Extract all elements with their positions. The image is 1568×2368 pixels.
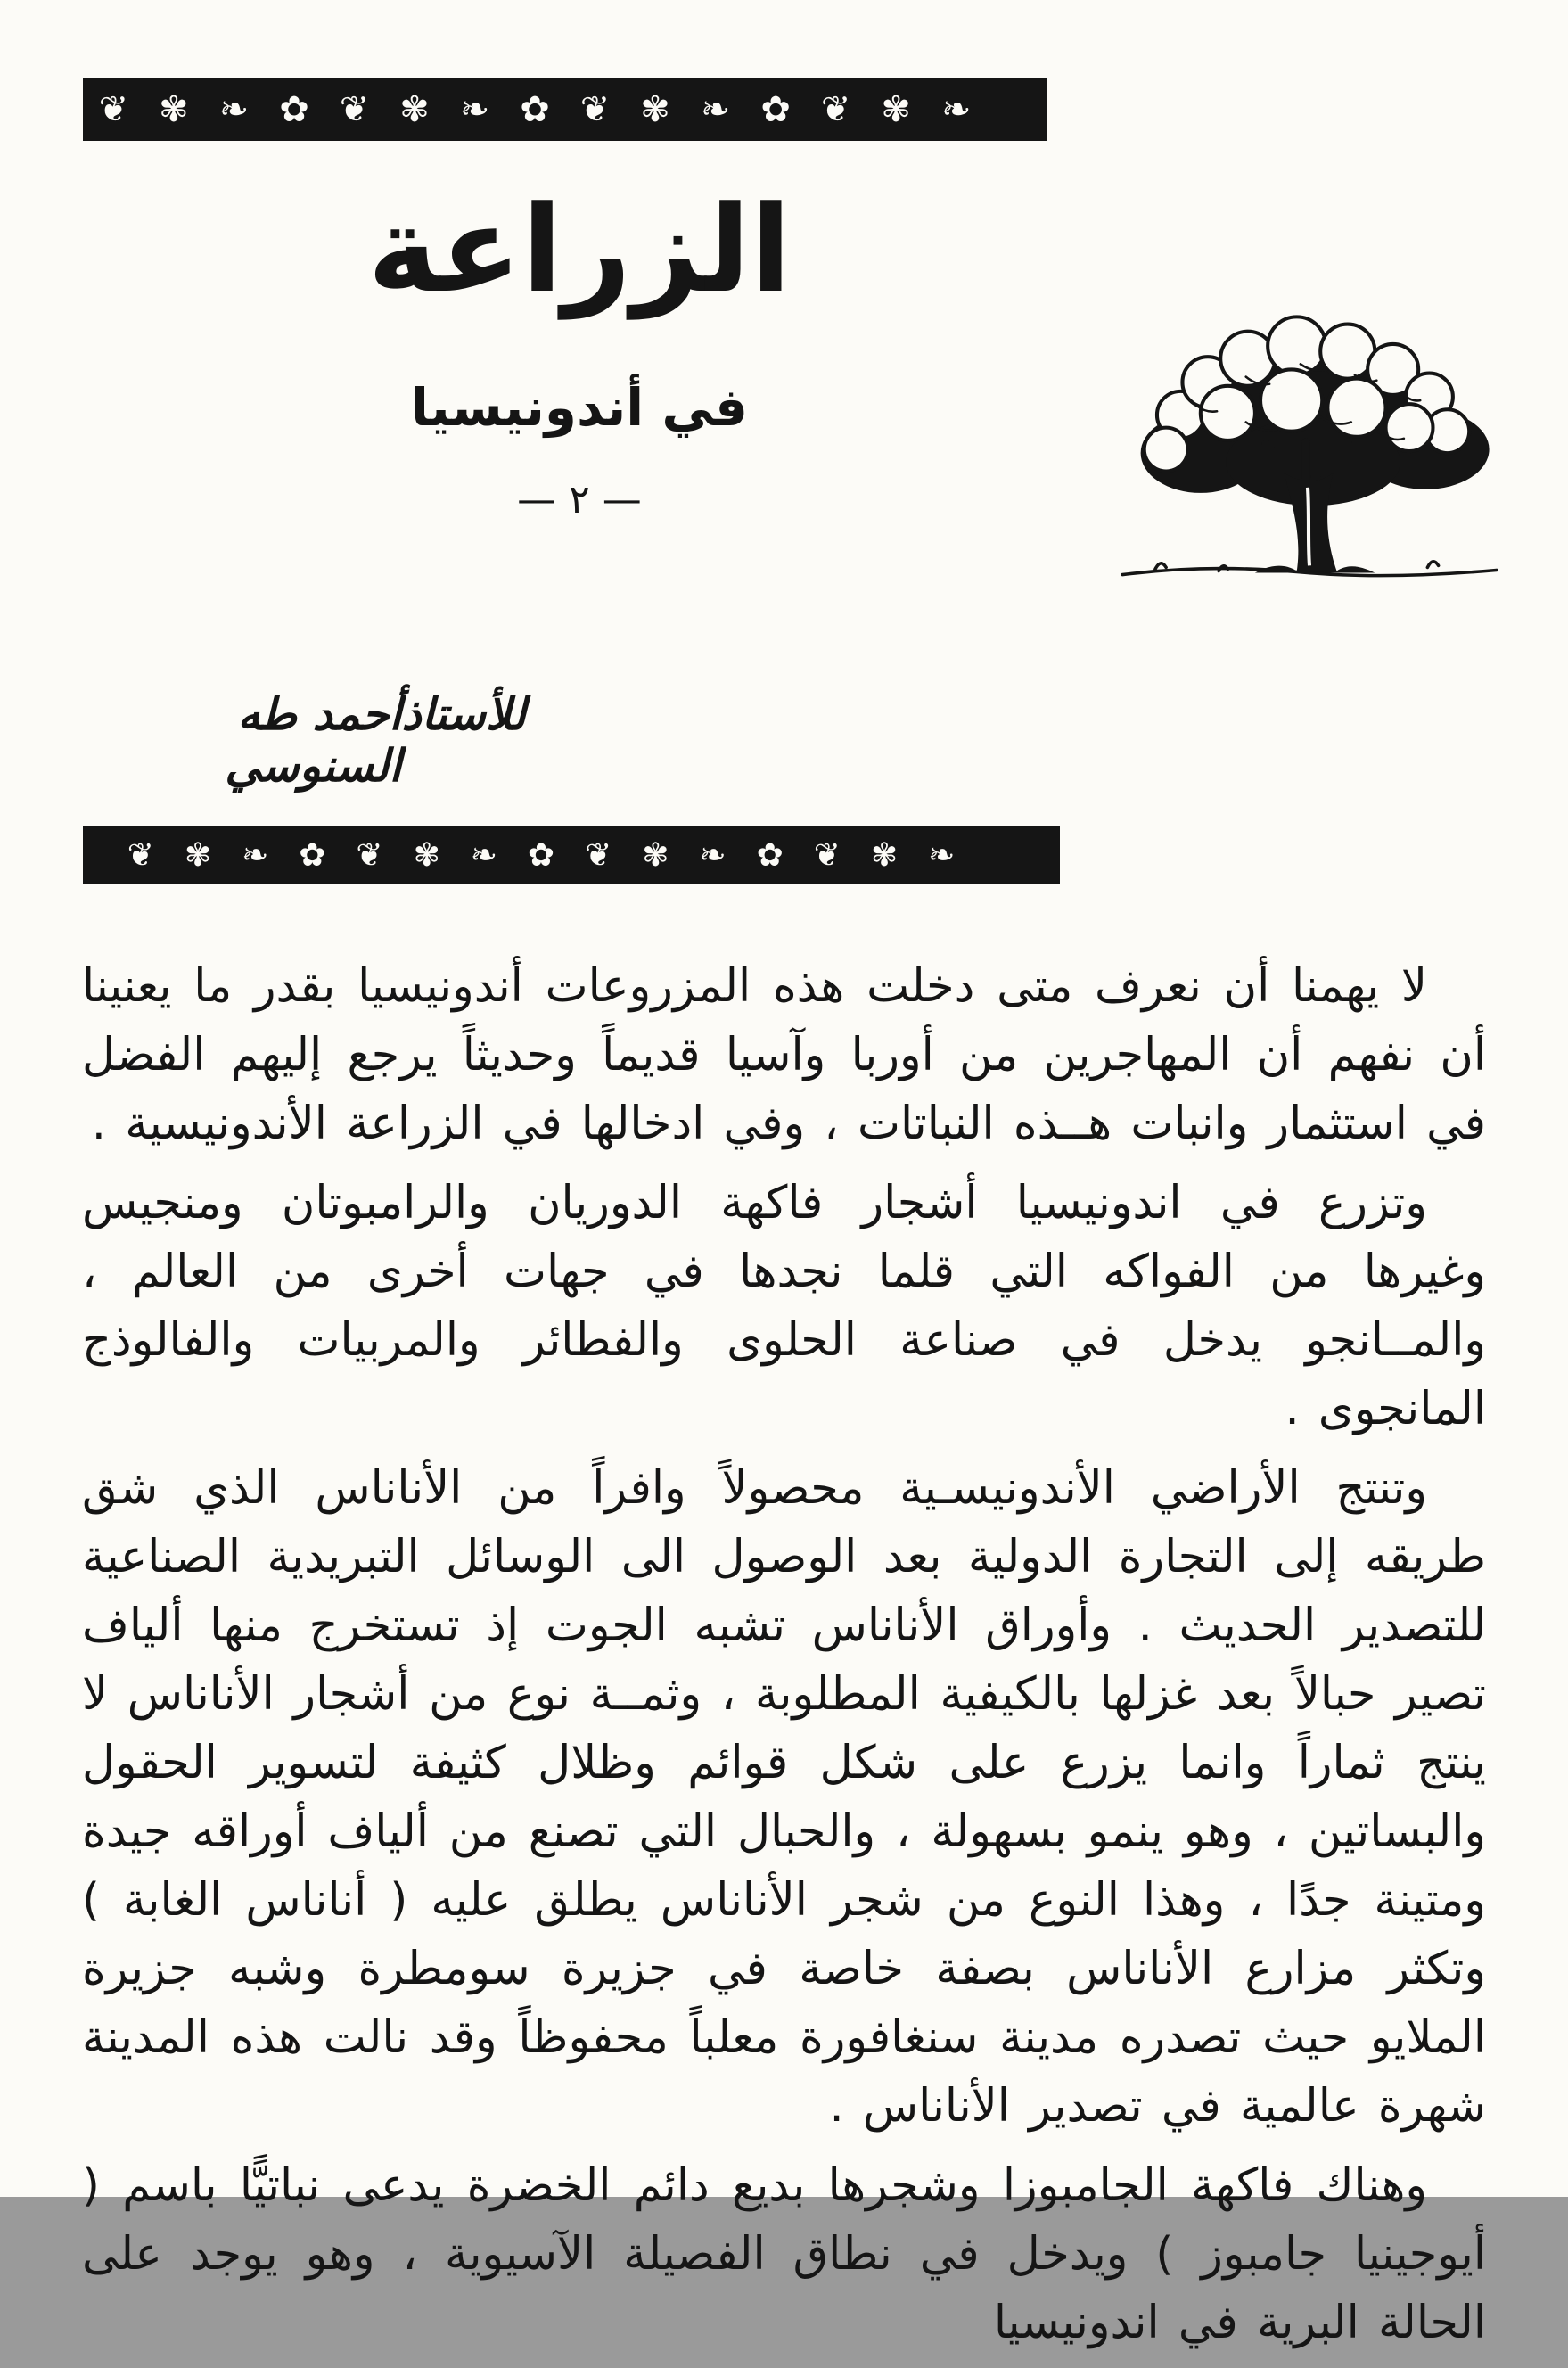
- vine-ornament-icon: ❧✾❦✿❧✾❦✿❧✾❦✿❧✾❦: [127, 836, 986, 874]
- tree-icon: [1110, 303, 1509, 590]
- ornament-band-top: [85, 80, 1046, 139]
- body-paragraph: وتزرع في اندونيسيا أشجار فاكهة الدوريان والرامبوتان ومنجيس وغيرها من الفواكه التي قلما نجدها في جهات أخرى من العالم ، والمــانجو يدخل في صناعة الحلوى والفطائر والمربيات والفالوذج المانجوى .: [82, 1177, 1486, 1435]
- body-paragraph: وهناك فاكهة الجامبوزا وشجرها بديع دائم الخضرة يدعى نباتيًّا باسم ( أيوجينيا جامبوز ) ويدخل في نطاق الفصيلة الآسيوية ، وهو يوجد على الحالة البرية في اندونيسيا: [82, 2159, 1486, 2349]
- byline: [89, 688, 526, 792]
- article-subtitle: في أندونيسيا: [411, 376, 748, 438]
- vine-ornament-icon: ❧✾❦✿❧✾❦✿❧✾❦✿❧✾❦: [98, 89, 1002, 130]
- article-body: [82, 952, 1486, 2368]
- article-title: الزراعة: [367, 180, 792, 319]
- article-header: [241, 180, 918, 522]
- ornament-band-bottom: [85, 827, 1058, 883]
- body-paragraph: وتنتج الأراضي الأندونيسـية محصولاً وافراً من الأناناس الذي شق طريقه إلى التجارة الدولية بعد الوصول الى الوسائل التبريدية الصناعية للتصدير الحديث . وأوراق الأناناس تشبه الجوت إذ تستخرج منها ألياف تصير حبالاً بعد غزلها بالكيفية المطلوبة ، وثمــة نوع من أشجار الأناناس لا ينتج ثماراً وانما يزرع على شكل قوائم وظلال كثيفة لتسوير الحقول والبساتين ، وهو ينمو بسهولة ، والحبال التي تصنع من ألياف أوراقه جيدة ومتينة جدًا ، وهذا النوع من شجر الأناناس يطلق عليه ( أناناس الغابة ) وتكثر مزارع الأناناس بصفة خاصة في جزيرة سومطرة وشبه جزيرة الملايو حيث تصدره مدينة سنغافورة معلباً محفوظاً وقد نالت هذه المدينة شهرة عالمية في تصدير الأناناس .: [82, 1462, 1486, 2133]
- byline-author-name: أحمد طه السنوسي: [225, 688, 402, 792]
- byline-prefix: للأستاذ: [401, 688, 526, 740]
- body-paragraph: لا يهمنا أن نعرف متى دخلت هذه المزروعات أندونيسيا بقدر ما يعنينا أن نفهم أن المهاجرين من أوربا وآسيا قديماً وحديثاً يرجع إليهم الفضل في استثمار وانبات هــذه النباتات ، وفي ادخالها في الزراعة الأندونيسية .: [82, 960, 1486, 1150]
- tree-illustration: [1110, 303, 1509, 590]
- part-number: — ٢ —: [517, 476, 642, 522]
